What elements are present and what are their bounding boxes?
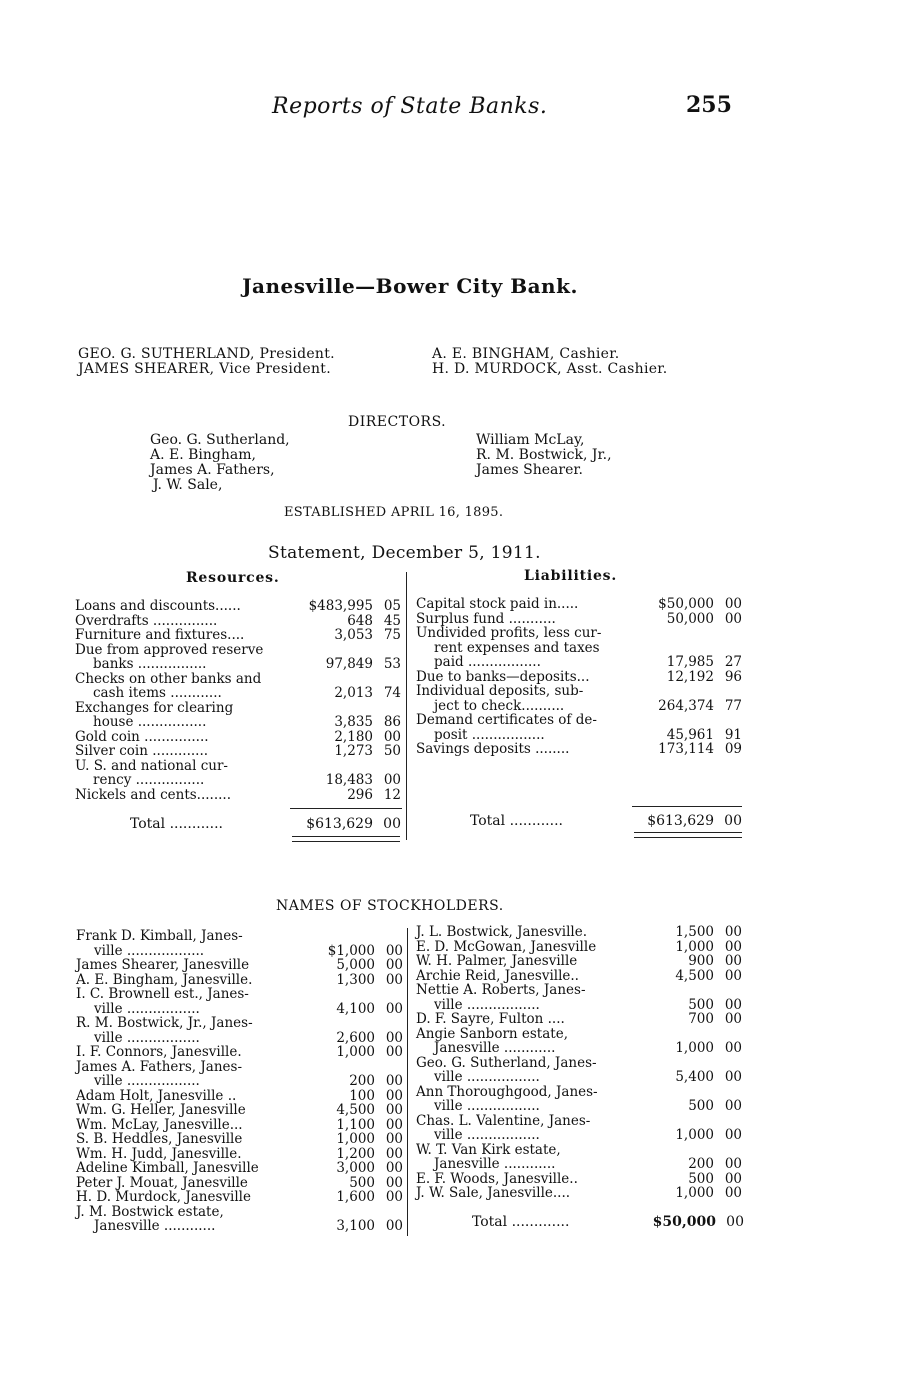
liability-row [416, 641, 742, 656]
stockholder-row-dollars: 3,100 [336, 1218, 375, 1234]
resources-sum-rule [290, 808, 402, 809]
running-header-title: Reports of State Banks. [272, 94, 548, 119]
resource-row-cents: 00 [383, 728, 401, 745]
stockholder-row-dollars: 4,500 [336, 1102, 375, 1118]
director: James Shearer. [476, 462, 583, 478]
resource-row [75, 672, 401, 687]
liabilities-double-rule [634, 832, 742, 838]
stockholder-row-label: Janesville ............ [94, 1218, 216, 1234]
stockholder-row-cents: 00 [385, 1131, 403, 1147]
officer-vice-president: JAMES SHEARER, Vice President. [78, 361, 331, 377]
stockholder-row-dollars: 1,500 [675, 924, 714, 940]
stockholder-row-dollars: 1,000 [336, 1044, 375, 1060]
stockholder-row-cents: 00 [385, 971, 403, 988]
stockholder-row-label: Janesville ............ [434, 1156, 556, 1172]
stockholder-row-label: J. W. Sale, Janesville.... [416, 1185, 571, 1201]
liability-row-label: Capital stock paid in..... [416, 596, 579, 612]
stockholder-row [76, 973, 403, 988]
stockholder-row-label: Nettie A. Roberts, Janes- [416, 982, 586, 998]
officer-president: GEO. G. SUTHERLAND, President. [78, 346, 335, 362]
stockholder-row-label: Wm. H. Judd, Janesville. [76, 1145, 242, 1162]
stockholder-row [76, 1060, 403, 1075]
stockholder-row-dollars: 4,500 [675, 967, 714, 984]
liability-row-label: rent expenses and taxes [434, 639, 600, 656]
director: James A. Fathers, [150, 462, 275, 478]
liability-row-label: Due to banks—deposits... [416, 668, 590, 685]
stockholder-row-cents: 00 [724, 1170, 742, 1187]
stockholder-row [416, 1056, 742, 1071]
officer-cashier: A. E. BINGHAM, Cashier. [432, 346, 620, 362]
stockholder-row-label: R. M. Bostwick, Jr., Janes- [76, 1015, 253, 1031]
stockholder-row-label: D. F. Sayre, Fulton .... [416, 1011, 565, 1027]
stockholder-row-label: ville ................. [94, 1029, 200, 1046]
stockholder-row-dollars: 100 [349, 1087, 375, 1104]
resource-row-cents: 53 [383, 656, 401, 672]
stockholder-row-cents: 00 [385, 1087, 403, 1104]
stockholders-right-list [416, 925, 742, 1201]
resource-row-cents: 86 [383, 714, 401, 730]
stockholder-row-dollars: 4,100 [336, 1000, 375, 1017]
stockholder-row [76, 958, 403, 973]
liability-row-label: ject to check.......... [434, 697, 565, 714]
stockholder-row-cents: 00 [724, 967, 742, 984]
resource-row-label: Due from approved reserve [75, 641, 264, 658]
stockholder-row-dollars: 1,200 [336, 1145, 375, 1162]
stockholder-row-dollars: 1,000 [675, 1040, 714, 1056]
resource-row [75, 686, 401, 701]
resource-row [75, 614, 401, 629]
bank-title: Janesville—Bower City Bank. [242, 274, 578, 298]
stockholder-row-dollars: 1,300 [336, 971, 375, 988]
resources-heading: Resources. [186, 570, 280, 586]
established-date: ESTABLISHED APRIL 16, 1895. [284, 505, 504, 520]
stockholder-row [76, 1045, 403, 1060]
stockholder-row-dollars: 200 [349, 1073, 375, 1089]
liability-row-dollars: 264,374 [658, 697, 714, 714]
liability-row-dollars: 17,985 [666, 654, 714, 670]
resource-row-label: Checks on other banks and [75, 670, 262, 687]
liability-row-dollars: $50,000 [658, 596, 714, 612]
liabilities-total-dollars: $613,629 [647, 813, 714, 829]
stockholder-row-label: James A. Fathers, Janes- [76, 1058, 243, 1075]
stockholder-row-cents: 00 [385, 1044, 403, 1060]
stockholder-row-label: ville ................. [94, 1073, 200, 1089]
stockholder-row-label: James Shearer, Janesville [76, 957, 250, 973]
liability-row-label: Savings deposits ........ [416, 741, 570, 757]
resource-row [75, 759, 401, 774]
stockholder-row-cents: 00 [724, 1040, 742, 1056]
stockholder-row-cents: 00 [724, 1127, 742, 1143]
liability-row-label: Demand certificates of de- [416, 712, 597, 728]
stockholder-row [76, 1205, 403, 1220]
stockholder-row-cents: 00 [385, 1174, 403, 1191]
stockholder-row-dollars: 1,000 [675, 1185, 714, 1201]
resource-row [75, 744, 401, 759]
stockholders-heading: NAMES OF STOCKHOLDERS. [276, 898, 504, 914]
resource-row-dollars: $483,995 [308, 598, 373, 614]
column-divider [406, 572, 407, 840]
liability-row-label: Individual deposits, sub- [416, 683, 584, 699]
stockholder-row-cents: 00 [724, 1069, 742, 1085]
liabilities-total-label: Total ............ [470, 813, 563, 829]
resources-total-cents: 00 [383, 816, 401, 832]
stockholder-row-cents: 00 [385, 957, 403, 973]
resource-row [75, 730, 401, 745]
resource-row-dollars: 296 [347, 786, 373, 803]
stockholders-total [472, 1214, 744, 1230]
liability-row-dollars: 45,961 [666, 726, 714, 743]
stockholder-row-cents: 00 [385, 1000, 403, 1017]
stockholder-row-label: I. F. Connors, Janesville. [76, 1044, 242, 1060]
resources-total-dollars: $613,629 [306, 816, 373, 832]
resource-row-label: house ................ [93, 714, 207, 730]
stockholder-row [76, 1190, 403, 1205]
stockholder-row [76, 1089, 403, 1104]
stockholders-total-cents: 00 [726, 1214, 744, 1230]
stockholder-row [76, 1161, 403, 1176]
stockholder-row-cents: 00 [385, 942, 403, 959]
stockholder-row-label: J. L. Bostwick, Janesville. [416, 924, 588, 940]
liability-row [416, 713, 742, 728]
stockholder-row [76, 1219, 403, 1234]
stockholder-row-dollars: 500 [349, 1174, 375, 1191]
stockholder-row-dollars: 1,000 [675, 938, 714, 955]
stockholder-row-label: Wm. McLay, Janesville... [76, 1116, 243, 1133]
liability-row-cents: 00 [724, 596, 742, 612]
resource-row [75, 643, 401, 658]
stockholder-row [76, 1002, 403, 1017]
stockholder-row-label: S. B. Heddles, Janesville [76, 1131, 243, 1147]
stockholder-row [76, 929, 403, 944]
stockholder-row [416, 1041, 742, 1056]
stockholder-row [416, 969, 742, 984]
liabilities-sum-rule [632, 806, 742, 807]
resource-row [75, 701, 401, 716]
stockholder-row [416, 1186, 742, 1201]
liability-row [416, 670, 742, 685]
stockholder-row-dollars: $1,000 [327, 942, 375, 959]
stockholder-row-cents: 00 [724, 1156, 742, 1172]
resource-row-label: Gold coin ............... [75, 728, 209, 745]
stockholder-row-cents: 00 [385, 1029, 403, 1046]
stockholder-row [76, 1176, 403, 1191]
stockholder-row [76, 944, 403, 959]
stockholder-row [76, 1118, 403, 1133]
liabilities-table [416, 597, 742, 757]
liability-row-cents: 91 [724, 726, 742, 743]
stockholder-row [416, 954, 742, 969]
directors-heading: DIRECTORS. [348, 414, 447, 430]
director: J. W. Sale, [153, 477, 223, 493]
liability-row [416, 655, 742, 670]
liabilities-heading: Liabilities. [524, 568, 618, 584]
liability-row-dollars: 50,000 [666, 610, 714, 627]
stockholder-row-label: E. D. McGowan, Janesville [416, 938, 597, 955]
resource-row-dollars: 3,053 [334, 627, 373, 643]
resource-row-dollars: 97,849 [325, 656, 373, 672]
stockholder-row-label: ville ................. [434, 1127, 540, 1143]
stockholder-row-cents: 00 [724, 938, 742, 955]
liability-row [416, 684, 742, 699]
resources-double-rule [292, 836, 400, 842]
liability-row-cents: 00 [724, 610, 742, 627]
stockholder-row-label: Janesville ............ [434, 1040, 556, 1056]
stockholder-row-dollars: 700 [688, 1011, 714, 1027]
stockholder-row-dollars: 500 [688, 1170, 714, 1187]
stockholder-row-dollars: 5,000 [336, 957, 375, 973]
stockholder-row [76, 1016, 403, 1031]
resource-row [75, 628, 401, 643]
liability-row-label: Surplus fund ........... [416, 610, 556, 627]
resource-row [75, 599, 401, 614]
resource-row-cents: 00 [383, 772, 401, 788]
page-number: 255 [686, 92, 732, 118]
resource-row-cents: 75 [383, 627, 401, 643]
resource-row [75, 657, 401, 672]
officers-left [78, 347, 335, 377]
stockholder-row-dollars: 1,000 [336, 1131, 375, 1147]
stockholder-row [76, 1031, 403, 1046]
stockholder-row [416, 940, 742, 955]
stockholder-row-cents: 00 [385, 1145, 403, 1162]
resource-row-cents: 45 [383, 612, 401, 629]
stockholder-row-label: H. D. Murdock, Janesville [76, 1189, 251, 1205]
stockholder-row [416, 1128, 742, 1143]
resources-total [130, 816, 401, 832]
resources-total-label: Total ............ [130, 816, 223, 832]
liability-row [416, 597, 742, 612]
resource-row-label: Overdrafts ............... [75, 612, 218, 629]
resource-row-label: Silver coin ............. [75, 743, 209, 759]
resource-row-label: U. S. and national cur- [75, 757, 228, 774]
stockholder-row [416, 1070, 742, 1085]
liabilities-total-cents: 00 [724, 813, 742, 829]
stockholder-row [76, 1103, 403, 1118]
liability-row [416, 742, 742, 757]
stockholder-row-label: Wm. G. Heller, Janesville [76, 1102, 246, 1118]
resource-row-label: Loans and discounts...... [75, 598, 241, 614]
statement-title: Statement, December 5, 1911. [268, 543, 541, 563]
stockholder-row-label: Peter J. Mouat, Janesville [76, 1174, 248, 1191]
resource-row-cents: 05 [383, 598, 401, 614]
stockholder-row-dollars: 1,000 [675, 1127, 714, 1143]
stockholder-row-label: Angie Sanborn estate, [416, 1025, 568, 1042]
stockholder-row [416, 1172, 742, 1187]
stockholder-row-label: J. M. Bostwick estate, [76, 1203, 224, 1220]
officers-right [432, 347, 668, 377]
stockholder-row-label: ville ................. [434, 996, 540, 1013]
resource-row-label: cash items ............ [93, 685, 222, 701]
resource-row-cents: 74 [383, 685, 401, 701]
stockholder-row-cents: 00 [385, 1102, 403, 1118]
stockholder-row [416, 925, 742, 940]
liability-row [416, 699, 742, 714]
resource-row-dollars: 3,835 [334, 714, 373, 730]
stockholder-row-dollars: 900 [688, 953, 714, 969]
stockholder-row [76, 987, 403, 1002]
director: William McLay, [476, 432, 585, 448]
stockholder-row-dollars: 500 [688, 996, 714, 1013]
stockholder-row-label: ville .................. [94, 942, 205, 959]
stockholder-row-label: Frank D. Kimball, Janes- [76, 928, 243, 944]
stockholder-row-label: I. C. Brownell est., Janes- [76, 986, 249, 1002]
stockholder-row-label: Geo. G. Sutherland, Janes- [416, 1054, 597, 1071]
resource-row [75, 773, 401, 788]
liability-row-dollars: 12,192 [666, 668, 714, 685]
director: Geo. G. Sutherland, [150, 432, 290, 448]
stockholder-row-dollars: 200 [688, 1156, 714, 1172]
stockholder-row [76, 1147, 403, 1162]
stockholders-divider [407, 928, 408, 1236]
stockholder-row-label: Adeline Kimball, Janesville [76, 1160, 259, 1176]
stockholder-row-label: ville ................. [434, 1098, 540, 1114]
resource-row [75, 715, 401, 730]
stockholder-row [416, 1085, 742, 1100]
resource-row-cents: 12 [383, 786, 401, 803]
liability-row [416, 612, 742, 627]
stockholder-row-cents: 00 [724, 1011, 742, 1027]
stockholder-row-cents: 00 [724, 996, 742, 1013]
stockholder-row-cents: 00 [724, 953, 742, 969]
resource-row-dollars: 2,013 [334, 685, 373, 701]
stockholder-row [416, 1012, 742, 1027]
liability-row-dollars: 173,114 [658, 741, 714, 757]
stockholder-row-label: ville ................. [434, 1069, 540, 1085]
stockholder-row-dollars: 2,600 [336, 1029, 375, 1046]
stockholder-row-cents: 00 [724, 1098, 742, 1114]
liabilities-total [470, 813, 742, 829]
stockholder-row-cents: 00 [385, 1189, 403, 1205]
director: R. M. Bostwick, Jr., [476, 447, 612, 463]
resource-row-dollars: 648 [347, 612, 373, 629]
stockholder-row [416, 998, 742, 1013]
liability-row-cents: 09 [724, 741, 742, 757]
stockholder-row-cents: 00 [724, 1185, 742, 1201]
stockholder-row-label: W. T. Van Kirk estate, [416, 1141, 561, 1158]
liability-row-label: Undivided profits, less cur- [416, 625, 602, 641]
resource-row-label: Nickels and cents........ [75, 786, 232, 803]
stockholder-row-cents: 00 [385, 1218, 403, 1234]
stockholder-row [416, 1114, 742, 1129]
liability-row-label: posit ................. [434, 726, 545, 743]
stockholder-row-dollars: 500 [688, 1098, 714, 1114]
stockholder-row-cents: 00 [385, 1116, 403, 1133]
director: A. E. Bingham, [150, 447, 256, 463]
stockholder-row-label: Adam Holt, Janesville .. [76, 1087, 237, 1104]
stockholder-row-label: A. E. Bingham, Janesville. [76, 971, 253, 988]
stockholders-left-list [76, 929, 403, 1234]
stockholders-total-label: Total ............. [472, 1214, 570, 1230]
stockholder-row-label: W. H. Palmer, Janesville [416, 953, 578, 969]
resource-row-label: rency ................ [93, 772, 205, 788]
resource-row-label: Exchanges for clearing [75, 699, 234, 716]
liability-row-cents: 96 [724, 668, 742, 685]
stockholder-row-cents: 00 [724, 924, 742, 940]
stockholder-row [76, 1132, 403, 1147]
stockholder-row-dollars: 1,100 [336, 1116, 375, 1133]
liability-row-cents: 27 [724, 654, 742, 670]
stockholder-row-label: Chas. L. Valentine, Janes- [416, 1112, 591, 1129]
liability-row-cents: 77 [724, 697, 742, 714]
stockholder-row [416, 983, 742, 998]
liability-row [416, 728, 742, 743]
resource-row-dollars: 18,483 [325, 772, 373, 788]
stockholder-row [416, 1143, 742, 1158]
stockholder-row-label: Ann Thoroughgood, Janes- [416, 1083, 598, 1100]
directors-left-list [150, 433, 290, 493]
stockholder-row [416, 1157, 742, 1172]
stockholder-row-dollars: 5,400 [675, 1069, 714, 1085]
stockholder-row-dollars: 1,600 [336, 1189, 375, 1205]
directors-right-list [476, 433, 612, 478]
stockholders-total-dollars: $50,000 [652, 1214, 716, 1230]
stockholder-row-label: E. F. Woods, Janesville.. [416, 1170, 578, 1187]
resources-table [75, 599, 401, 802]
resource-row [75, 788, 401, 803]
liability-row [416, 626, 742, 641]
stockholder-row-dollars: 3,000 [336, 1160, 375, 1176]
stockholder-row [416, 1027, 742, 1042]
resource-row-cents: 50 [383, 743, 401, 759]
liability-row-label: paid ................. [434, 654, 541, 670]
stockholder-row-cents: 00 [385, 1073, 403, 1089]
stockholder-row-cents: 00 [385, 1160, 403, 1176]
stockholder-row-label: Archie Reid, Janesville.. [416, 967, 579, 984]
resource-row-label: Furniture and fixtures.... [75, 627, 245, 643]
resource-row-dollars: 1,273 [334, 743, 373, 759]
officer-asst-cashier: H. D. MURDOCK, Asst. Cashier. [432, 361, 668, 377]
stockholder-row-label: ville ................. [94, 1000, 200, 1017]
stockholder-row [76, 1074, 403, 1089]
resource-row-label: banks ................ [93, 656, 207, 672]
stockholder-row [416, 1099, 742, 1114]
resource-row-dollars: 2,180 [334, 728, 373, 745]
